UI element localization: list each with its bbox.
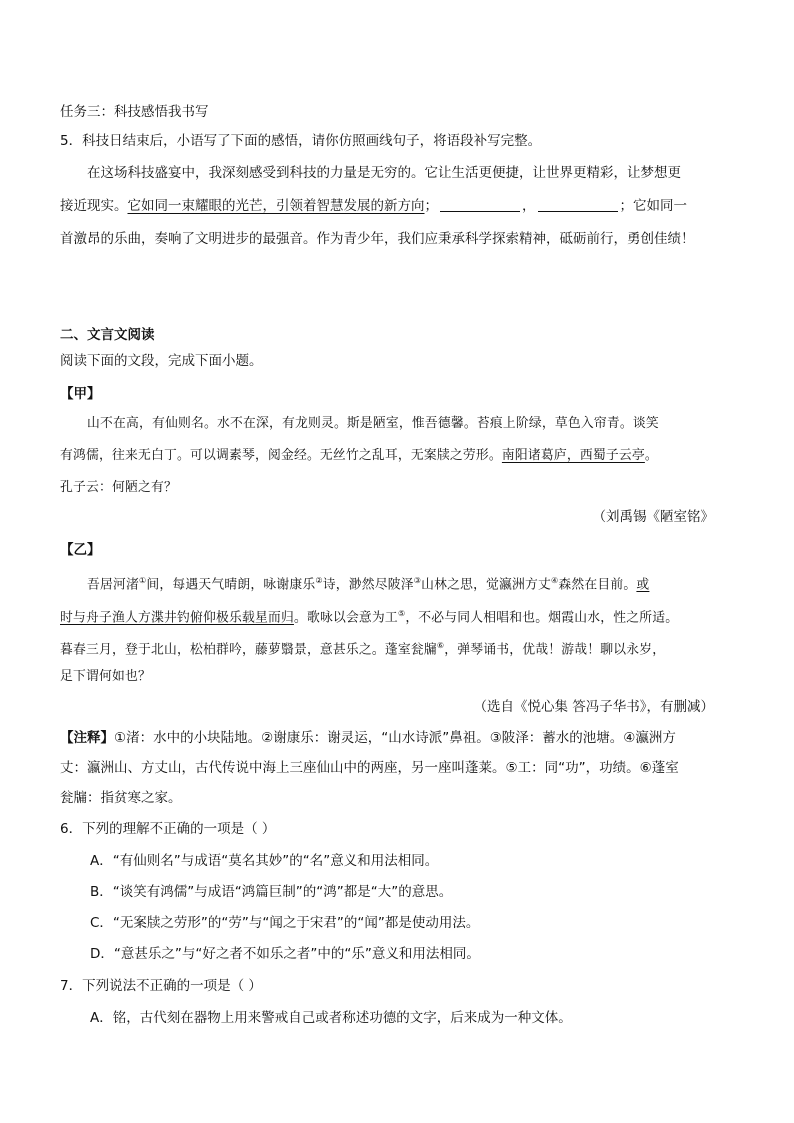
yi-line	[87, 571, 649, 595]
jia-line: 山不在高，有仙则名。水不在深，有龙则灵。斯是陋室，惟吾德馨。苔痕上阶绿，草色入帘青。谈笑	[87, 416, 659, 431]
text: 接近现实。	[60, 198, 128, 214]
underlined-sentence: 时与舟子渔人方渫井钓俯仰极乐载星而归	[60, 610, 294, 626]
note-marker: ⑤	[397, 609, 406, 618]
yi-source: （选自《悦心集 答冯子华书》，有删减）	[473, 699, 714, 715]
note-marker: ⑥	[436, 641, 445, 650]
text: 山林之思，觉瀛洲方丈	[421, 577, 552, 593]
yi-line: 足下谓何如也？	[60, 669, 151, 684]
yi-line	[60, 604, 678, 628]
task3-heading: 任务三：科技感悟我书写	[60, 104, 209, 120]
underlined-model-sentence: 它如同一束耀眼的光芒，引领着智慧发展的新方向	[127, 198, 425, 214]
notes-line	[60, 728, 676, 748]
text-yi-label: 【乙】	[60, 542, 101, 558]
notes-line: 瓮牖：指贫寒之家。	[60, 790, 182, 806]
note-marker: ②	[315, 576, 323, 585]
text: 森然在目前。	[558, 577, 637, 593]
passage-line: 首激昂的乐曲，奏响了文明进步的最强音。作为青少年，我们应秉承科学探索精神，砥砺前行，勇创佳绩！	[60, 231, 695, 247]
yi-line	[60, 636, 665, 660]
note-marker: ③	[413, 576, 422, 585]
question-6-stem: 6．下列的理解不正确的一项是（ ）	[60, 821, 276, 837]
question-5-stem: 5．科技日结束后，小语写了下面的感悟，请你仿照画线句子，将语段补写完整。	[60, 133, 542, 149]
option-a[interactable]: A．“有仙则名”与成语“莫名其妙”的“名”意义和用法相同。	[90, 853, 439, 869]
text: 暮春三月，登于北山，松柏群吟，藤萝翳景，意甚乐之。蓬室瓮牖	[60, 642, 437, 658]
passage-line: 在这场科技盛宴中，我深刻感受到科技的力量是无穷的。它让生活更便捷，让世界更精彩，让梦想更	[87, 165, 681, 181]
notes-label: 【注释】	[60, 730, 114, 746]
text: 有鸿儒，往来无白丁。可以调素琴，阅金经。无丝竹之乱耳，无案牍之劳形。	[60, 448, 502, 463]
passage-line	[60, 196, 687, 216]
option-a[interactable]: A．铭，古代刻在器物上用来警戒自己或者称述功德的文字，后来成为一种文体。	[90, 1010, 572, 1026]
answer-blank-2[interactable]	[538, 197, 618, 212]
underlined-sentence: 或	[636, 577, 650, 593]
section-intro: 阅读下面的文段，完成下面小题。	[60, 353, 263, 369]
text-jia-label: 【甲】	[60, 386, 101, 402]
underlined-sentence: 南阳诸葛庐，西蜀子云亭	[501, 448, 645, 463]
text: 吾居河渚	[87, 577, 139, 593]
text: 间，每遇天气晴朗，咏谢康乐	[146, 577, 316, 593]
text: ；	[424, 198, 438, 214]
text: ①渚：水中的小块陆地。②谢康乐：谢灵运，“山水诗派”鼻祖。③陂泽：蓄水的池塘。④瀛洲方	[114, 730, 676, 746]
text: ，	[522, 198, 536, 214]
question-7-stem: 7．下列说法不正确的一项是（ ）	[60, 978, 262, 994]
jia-line: 孔子云：何陋之有？	[60, 480, 177, 495]
text: 。歌咏以会意为工	[293, 610, 398, 626]
jia-source: （刘禹锡《陋室铭》	[592, 509, 714, 525]
option-c[interactable]: C．“无案牍之劳形”的“劳”与“闻之于宋君”的“闻”都是使动用法。	[90, 915, 480, 931]
answer-blank-1[interactable]	[440, 197, 520, 212]
jia-line	[60, 446, 658, 466]
notes-line: 丈：瀛洲山、方丈山，古代传说中海上三座仙山中的两座，另一座叫蓬莱。⑤工：同“功”，功绩。⑥蓬室	[60, 760, 679, 776]
section-heading: 二、文言文阅读	[60, 327, 155, 343]
text: ，弹琴诵书，优哉！游哉！聊以永岁，	[444, 642, 666, 658]
note-marker: ④	[551, 576, 559, 585]
text: 诗，渺然尽陂泽	[322, 577, 414, 593]
text: ，不必与同人相唱和也。烟霞山水，性之所适。	[405, 610, 679, 626]
note-marker: ①	[139, 576, 147, 585]
option-b[interactable]: B．“谈笑有鸿儒”与成语“鸿篇巨制”的“鸿”都是“大”的意思。	[90, 884, 453, 900]
text: ；它如同一	[619, 198, 687, 214]
option-d[interactable]: D．“意甚乐之”与“好之者不如乐之者”中的“乐”意义和用法相同。	[90, 946, 480, 962]
text: 。	[644, 448, 658, 463]
